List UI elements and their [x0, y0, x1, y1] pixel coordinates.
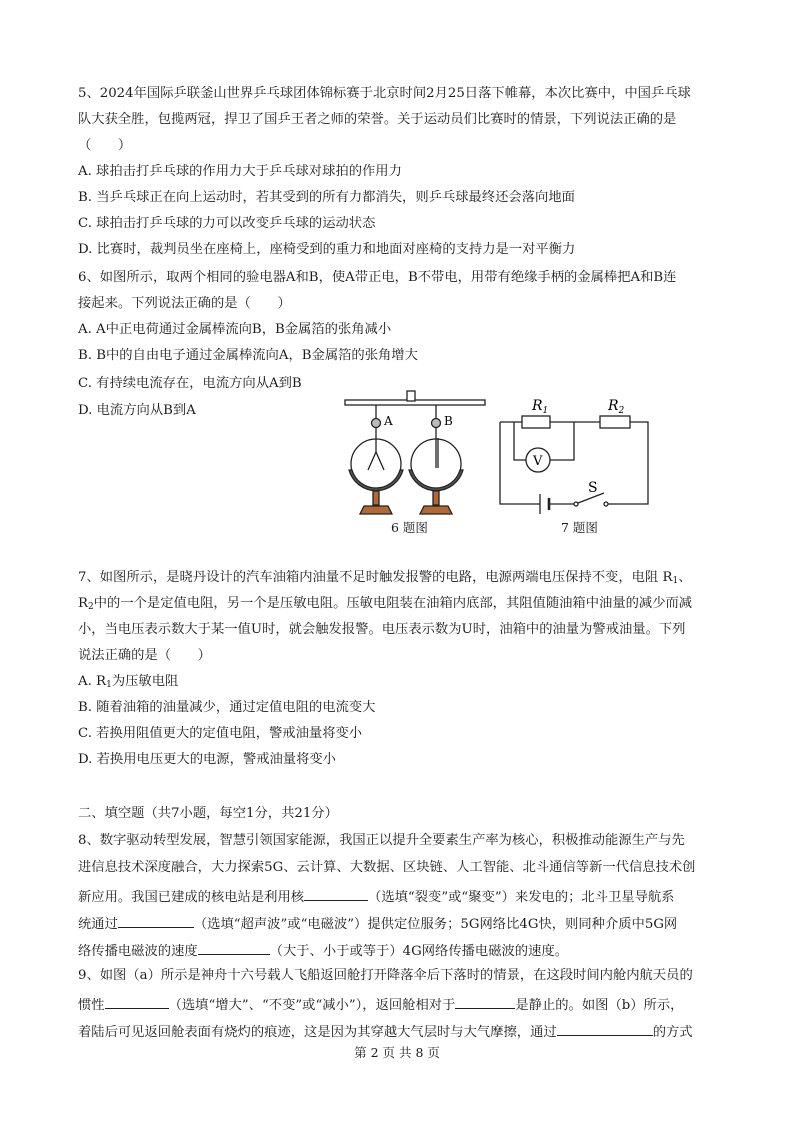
q7-stem-line-1: 7、如图所示，是晓丹设计的汽车油箱内油量不足时触发报警的电路，电源两端电压保持不变，电阻 $R_1$、	[78, 570, 692, 586]
electroscope-a-label: A	[384, 414, 393, 428]
q7-stem-line-2: $R_2$中的一个是定值电阻，另一个是压敏电阻。压敏电阻装在油箱内底部，其阻值随油箱中油量的减少而减	[78, 596, 693, 612]
circuit-diagram	[494, 390, 654, 520]
q6-stem-line-1: 6、如图所示，取两个相同的验电器A和B，使A带正电，B不带电，用带有绝缘手柄的金属棒把A和B连	[78, 270, 677, 285]
q7-option-b: B. 随着油箱的油量减少，通过定值电阻的电流变大	[78, 700, 376, 715]
r1-label: R	[532, 398, 543, 414]
q9-line-2: 惯性 （选填“增大”、“不变”或“减小”），返回舱相对于 是静止的。如图（b）所示，	[78, 993, 683, 1016]
q6-stem-line-2: 接起来。下列说法正确的是（ ）	[78, 296, 291, 311]
q7-stem-line-3: 小，当电压表示数大于某一值U时，就会触发报警。电压表示数为U时，油箱中的油量为警戒油量。下列	[78, 622, 686, 637]
q9-blank-2	[455, 993, 515, 1009]
voltmeter-label: V	[533, 454, 543, 469]
q5-option-d: D. 比赛时，裁判员坐在座椅上，座椅受到的重力和地面对座椅的支持力是一对平衡力	[78, 242, 576, 257]
svg-text:R2	[607, 398, 625, 416]
section-2-title: 二、填空题（共7小题，每空1分，共21分）	[78, 806, 338, 821]
q7-stem-line-4: 说法正确的是（ ）	[78, 648, 211, 663]
r2-subscript: 2	[618, 406, 625, 416]
q8-line-3: 新应用。我国已建成的核电站是利用核 （选填“裂变”或“聚变”）来发电的；北斗卫星导航系	[78, 885, 674, 908]
q8-blank-3	[198, 939, 270, 955]
q9-blank-1	[105, 993, 169, 1009]
figure-7-caption: 7 题图	[561, 520, 598, 535]
q5-option-a: A. 球拍击打乒乓球的作用力大于乒乓球对球拍的作用力	[78, 164, 402, 179]
switch-label: S	[588, 480, 598, 496]
svg-text:R1	[531, 398, 548, 416]
r1-subscript: 1	[542, 406, 549, 416]
q5-stem-line-1: 5、2024年国际乒联釜山世界乒乓球团体锦标赛于北京时间2月25日落下帷幕，本次比赛中，中国乒乓球	[78, 86, 691, 101]
q7-option-d: D. 若换用电压更大的电源，警戒油量将变小	[78, 752, 336, 767]
q8-line-1: 8、数字驱动转型发展，智慧引领国家能源，我国正以提升全要素生产率为核心，积极推动能源生产与先	[78, 833, 685, 848]
q8-blank-2	[118, 912, 194, 928]
q7-option-a: A. $R_1$为压敏电阻	[78, 674, 179, 690]
q8-line-4: 统通过 （选填“超声波”或“电磁波”）提供定位服务；5G网络比4G快，则同种介质中5G网	[78, 912, 677, 935]
q5-stem-line-3: （ ）	[78, 138, 132, 153]
electroscope-figure	[340, 388, 490, 533]
q9-line-3: 着陆后可见返回舱表面有烧灼的痕迹，这是因为其穿越大气层时与大气摩擦，通过 的方式	[78, 1020, 693, 1043]
q8-blank-1	[304, 885, 368, 901]
q5-option-b: B. 当乒乓球正在向上运动时，若其受到的所有力都消失，则乒乓球最终还会落向地面	[78, 190, 575, 205]
q5-stem-line-2: 队大获全胜，包揽两冠，捍卫了国乒王者之师的荣誉。关于运动员们比赛时的情景，下列说法正确的是	[78, 112, 677, 127]
figure-6-caption: 6 题图	[391, 520, 428, 535]
q9-line-1: 9、如图（a）所示是神舟十六号载人飞船返回舱打开降落伞后下落时的情景，在这段时间内舱内航天员的	[78, 968, 693, 983]
q8-line-5: 络传播电磁波的速度 （大于、小于或等于）4G网络传播电磁波的速度。	[78, 939, 568, 962]
q6-option-a: A. A中正电荷通过金属棒流向B，B金属箔的张角减小	[78, 322, 392, 337]
electroscope-b-label: B	[444, 414, 453, 428]
q9-blank-3	[557, 1020, 653, 1036]
q6-option-c: C. 有持续电流存在，电流方向从A到B	[78, 376, 302, 391]
q6-option-d: D. 电流方向从B到A	[78, 403, 196, 418]
q8-line-2: 进信息技术深度融合，大力探索5G、云计算、大数据、区块链、人工智能、北斗通信等新一代信息技术创	[78, 860, 696, 875]
q5-option-c: C. 球拍击打乒乓球的力可以改变乒乓球的运动状态	[78, 216, 376, 231]
page-footer: 第 2 页 共 8 页	[354, 1045, 440, 1060]
q6-option-b: B. B中的自由电子通过金属棒流向A，B金属箔的张角增大	[78, 348, 418, 363]
q7-option-c: C. 若换用阻值更大的定值电阻，警戒油量将变小	[78, 726, 363, 741]
r2-label: R	[608, 398, 619, 414]
